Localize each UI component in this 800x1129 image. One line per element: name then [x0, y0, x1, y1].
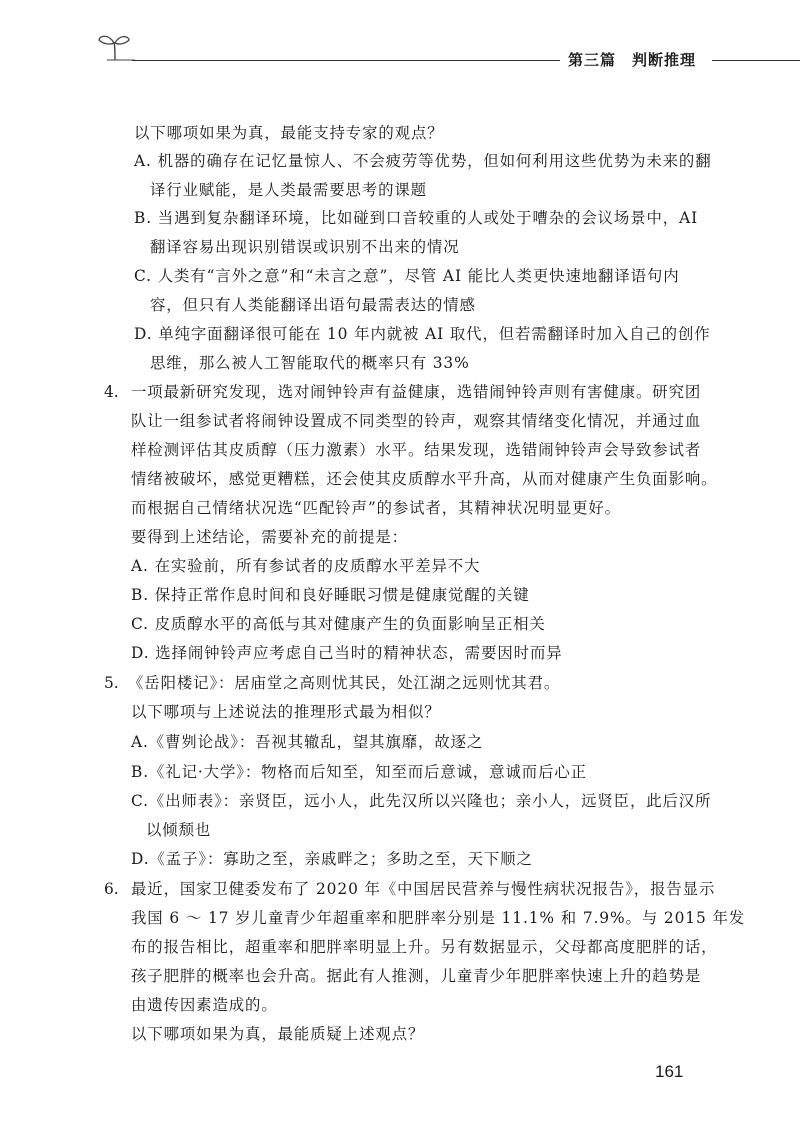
option-c-cont: 以倾颓也: [146, 821, 212, 839]
question-body: 情绪被破坏，感觉更糟糕，还会使其皮质醇水平升高，从而对健康产生负面影响。: [131, 470, 718, 488]
question-body: 我国 6 ～ 17 岁儿童青少年超重率和肥胖率分别是 11.1% 和 7.9%。与 2015 年发: [131, 909, 746, 927]
option-c: C. 皮质醇水平的高低与其对健康产生的负面影响呈正相关: [131, 615, 546, 633]
sprout-icon: [95, 30, 135, 64]
question-body: 队让一组参试者将闹钟设置成不同类型的铃声，观察其情绪变化情况，并通过血: [131, 412, 702, 430]
page-number: 161: [655, 1062, 684, 1081]
question-stem: 要得到上述结论，需要补充的前提是：: [131, 528, 408, 546]
option-a: A.《曹刿论战》：吾视其辙乱，望其旗靡，故逐之: [131, 733, 484, 751]
option-c: C. 人类有“言外之意”和“未言之意”，尽管 AI 能比人类更快速地翻译语句内: [134, 267, 680, 285]
option-d: D.《孟子》：寡助之至，亲戚畔之；多助之至，天下顺之: [131, 850, 533, 868]
question-body: 最近，国家卫健委发布了 2020 年《中国居民营养与慢性病状况报告》，报告显示: [131, 880, 716, 898]
option-c: C.《出师表》：亲贤臣，远小人，此先汉所以兴隆也；亲小人，远贤臣，此后汉所: [131, 792, 712, 810]
option-b: B.《礼记·大学》：物格而后知至，知至而后意诚，意诚而后心正: [131, 763, 587, 781]
question-body: 由遗传因素造成的。: [131, 996, 278, 1014]
option-d-cont: 思维，那么被人工智能取代的概率只有 33%: [150, 354, 470, 372]
question-body: 孩子肥胖的概率也会升高。据此有人推测，儿童青少年肥胖率快速上升的趋势是: [131, 967, 702, 985]
option-a: A. 机器的确存在记忆量惊人、不会疲劳等优势，但如何利用这些优势为未来的翻: [134, 152, 712, 170]
question-body: 一项最新研究发现，选对闹钟铃声有益健康，选错闹钟铃声则有害健康。研究团: [131, 383, 702, 401]
option-d: D. 单纯字面翻译很可能在 10 年内就被 AI 取代，但若需翻译时加入自己的创作: [134, 325, 711, 343]
option-b-cont: 翻译容易出现识别错误或识别不出来的情况: [150, 238, 460, 256]
question-number: 6.: [104, 880, 119, 898]
option-b: B. 当遇到复杂翻译环境，比如碰到口音较重的人或处于嘈杂的会议场景中，AI: [134, 209, 699, 227]
question-body: 而根据自己情绪状况选“匹配铃声”的参试者，其精神状况明显更好。: [131, 499, 621, 517]
question-body: 布的报告相比，超重率和肥胖率明显上升。另有数据显示，父母都高度肥胖的话，: [131, 938, 718, 956]
question-body: 样检测评估其皮质醇（压力激素）水平。结果发现，选错闹钟铃声会导致参试者: [131, 441, 702, 459]
option-c-cont: 容，但只有人类能翻译出语句最需表达的情感: [150, 296, 476, 314]
header-rule-left: [132, 60, 560, 61]
question-stem: 以下哪项如果为真，最能支持专家的观点？: [134, 124, 444, 142]
option-b: B. 保持正常作息时间和良好睡眠习惯是健康觉醒的关键: [131, 586, 530, 604]
section-title: 第三篇 判断推理: [568, 51, 697, 69]
option-a-cont: 译行业赋能，是人类最需要思考的课题: [150, 181, 427, 199]
question-number: 4.: [104, 383, 119, 401]
question-body: 《岳阳楼记》：居庙堂之高则忧其民，处江湖之远则忧其君。: [128, 674, 561, 692]
header-rule-right: [712, 60, 800, 61]
question-stem: 以下哪项如果为真，最能质疑上述观点？: [131, 1025, 425, 1043]
question-number: 5.: [104, 674, 119, 692]
question-stem: 以下哪项与上述说法的推理形式最为相似？: [131, 703, 441, 721]
option-a: A. 在实验前，所有参试者的皮质醇水平差异不大: [131, 557, 481, 575]
option-d: D. 选择闹钟铃声应考虑自己当时的精神状态，需要因时而异: [131, 644, 563, 662]
